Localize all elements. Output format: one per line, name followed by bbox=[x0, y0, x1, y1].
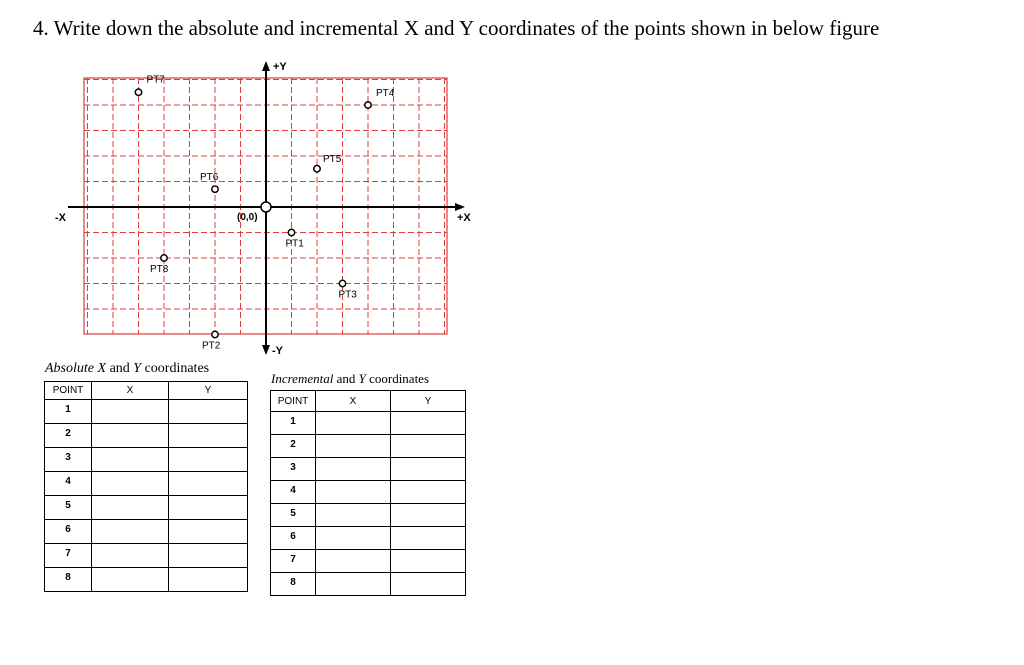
table-row bbox=[45, 448, 248, 472]
y-value-cell[interactable] bbox=[169, 400, 248, 424]
origin-marker bbox=[261, 202, 271, 212]
table-row bbox=[45, 520, 248, 544]
table-row bbox=[45, 496, 248, 520]
incremental-coordinates-table bbox=[270, 390, 466, 596]
point-number-cell: 7 bbox=[271, 550, 316, 573]
point-label-pt4: PT4 bbox=[376, 88, 395, 99]
x-value-cell[interactable] bbox=[92, 448, 169, 472]
point-label-pt7: PT7 bbox=[146, 74, 165, 86]
point-number-cell: 7 bbox=[45, 544, 92, 568]
x-value-cell[interactable] bbox=[92, 424, 169, 448]
table-row bbox=[45, 568, 248, 592]
y-value-cell[interactable] bbox=[391, 504, 466, 527]
table-row bbox=[45, 400, 248, 424]
point-number-cell: 4 bbox=[271, 481, 316, 504]
pos-y-label: +Y bbox=[273, 61, 287, 73]
point-number-cell: 4 bbox=[45, 472, 92, 496]
table-row bbox=[271, 573, 466, 596]
table-row bbox=[271, 481, 466, 504]
y-axis-arrow-up bbox=[262, 61, 270, 71]
x-value-cell[interactable] bbox=[316, 458, 391, 481]
point-number-cell: 1 bbox=[45, 400, 92, 424]
point-label-pt3: PT3 bbox=[338, 289, 357, 301]
y-value-cell[interactable] bbox=[391, 550, 466, 573]
point-number-cell: 5 bbox=[271, 504, 316, 527]
point-number-cell: 1 bbox=[271, 412, 316, 435]
header-point: POINT bbox=[45, 382, 92, 400]
table-row bbox=[45, 472, 248, 496]
x-value-cell[interactable] bbox=[316, 412, 391, 435]
x-value-cell[interactable] bbox=[316, 504, 391, 527]
table-row bbox=[271, 550, 466, 573]
point-marker-pt8 bbox=[161, 255, 167, 261]
header-x: X bbox=[92, 382, 169, 400]
table-row bbox=[271, 435, 466, 458]
x-value-cell[interactable] bbox=[92, 544, 169, 568]
point-marker-pt5 bbox=[314, 166, 320, 172]
table-row bbox=[45, 544, 248, 568]
x-value-cell[interactable] bbox=[92, 568, 169, 592]
point-marker-pt7 bbox=[135, 89, 141, 95]
header-point: POINT bbox=[271, 391, 316, 412]
point-number-cell: 6 bbox=[45, 520, 92, 544]
point-marker-pt1 bbox=[288, 229, 294, 235]
y-value-cell[interactable] bbox=[391, 527, 466, 550]
point-marker-pt2 bbox=[212, 331, 218, 337]
point-marker-pt4 bbox=[365, 102, 371, 108]
pos-x-label: +X bbox=[457, 212, 471, 224]
point-number-cell: 8 bbox=[45, 568, 92, 592]
y-value-cell[interactable] bbox=[169, 496, 248, 520]
y-value-cell[interactable] bbox=[391, 458, 466, 481]
point-number-cell: 2 bbox=[271, 435, 316, 458]
absolute-table-caption: Absolute X and Y coordinates bbox=[45, 361, 210, 376]
origin-label: (0,0) bbox=[237, 212, 258, 223]
point-number-cell: 3 bbox=[45, 448, 92, 472]
neg-x-label: -X bbox=[55, 212, 66, 224]
point-label-pt6: PT6 bbox=[200, 172, 219, 184]
point-label-pt2: PT2 bbox=[202, 340, 221, 352]
question-text: 4. Write down the absolute and incremental X and Y coordinates of the points shown in below figure bbox=[33, 16, 880, 40]
point-label-pt8: PT8 bbox=[150, 264, 169, 275]
y-value-cell[interactable] bbox=[169, 472, 248, 496]
table-row bbox=[271, 458, 466, 481]
x-value-cell[interactable] bbox=[92, 472, 169, 496]
table-header-row bbox=[45, 382, 248, 400]
point-label-pt1: PT1 bbox=[285, 238, 304, 250]
point-marker-pt6 bbox=[212, 186, 218, 192]
x-value-cell[interactable] bbox=[92, 496, 169, 520]
incremental-table-caption: Incremental and Y coordinates bbox=[271, 371, 430, 386]
x-value-cell[interactable] bbox=[316, 550, 391, 573]
y-value-cell[interactable] bbox=[169, 448, 248, 472]
y-value-cell[interactable] bbox=[391, 573, 466, 596]
point-number-cell: 6 bbox=[271, 527, 316, 550]
table-row bbox=[271, 527, 466, 550]
y-value-cell[interactable] bbox=[169, 520, 248, 544]
table-row bbox=[271, 412, 466, 435]
point-number-cell: 3 bbox=[271, 458, 316, 481]
x-value-cell[interactable] bbox=[316, 527, 391, 550]
neg-y-label: -Y bbox=[272, 345, 283, 357]
x-value-cell[interactable] bbox=[316, 435, 391, 458]
x-value-cell[interactable] bbox=[316, 573, 391, 596]
y-value-cell[interactable] bbox=[169, 424, 248, 448]
x-axis-arrow bbox=[455, 203, 465, 211]
x-value-cell[interactable] bbox=[92, 400, 169, 424]
header-y: Y bbox=[391, 391, 466, 412]
table-row bbox=[45, 424, 248, 448]
x-value-cell[interactable] bbox=[316, 481, 391, 504]
absolute-coordinates-table bbox=[44, 381, 248, 592]
header-y: Y bbox=[169, 382, 248, 400]
point-number-cell: 2 bbox=[45, 424, 92, 448]
table-header-row bbox=[271, 391, 466, 412]
y-value-cell[interactable] bbox=[391, 412, 466, 435]
point-label-pt5: PT5 bbox=[323, 153, 342, 165]
table-row bbox=[271, 504, 466, 527]
y-value-cell[interactable] bbox=[391, 435, 466, 458]
y-value-cell[interactable] bbox=[169, 568, 248, 592]
y-value-cell[interactable] bbox=[169, 544, 248, 568]
y-axis-arrow-down bbox=[262, 345, 270, 355]
point-marker-pt3 bbox=[339, 280, 345, 286]
y-value-cell[interactable] bbox=[391, 481, 466, 504]
x-value-cell[interactable] bbox=[92, 520, 169, 544]
point-number-cell: 5 bbox=[45, 496, 92, 520]
header-x: X bbox=[316, 391, 391, 412]
point-number-cell: 8 bbox=[271, 573, 316, 596]
